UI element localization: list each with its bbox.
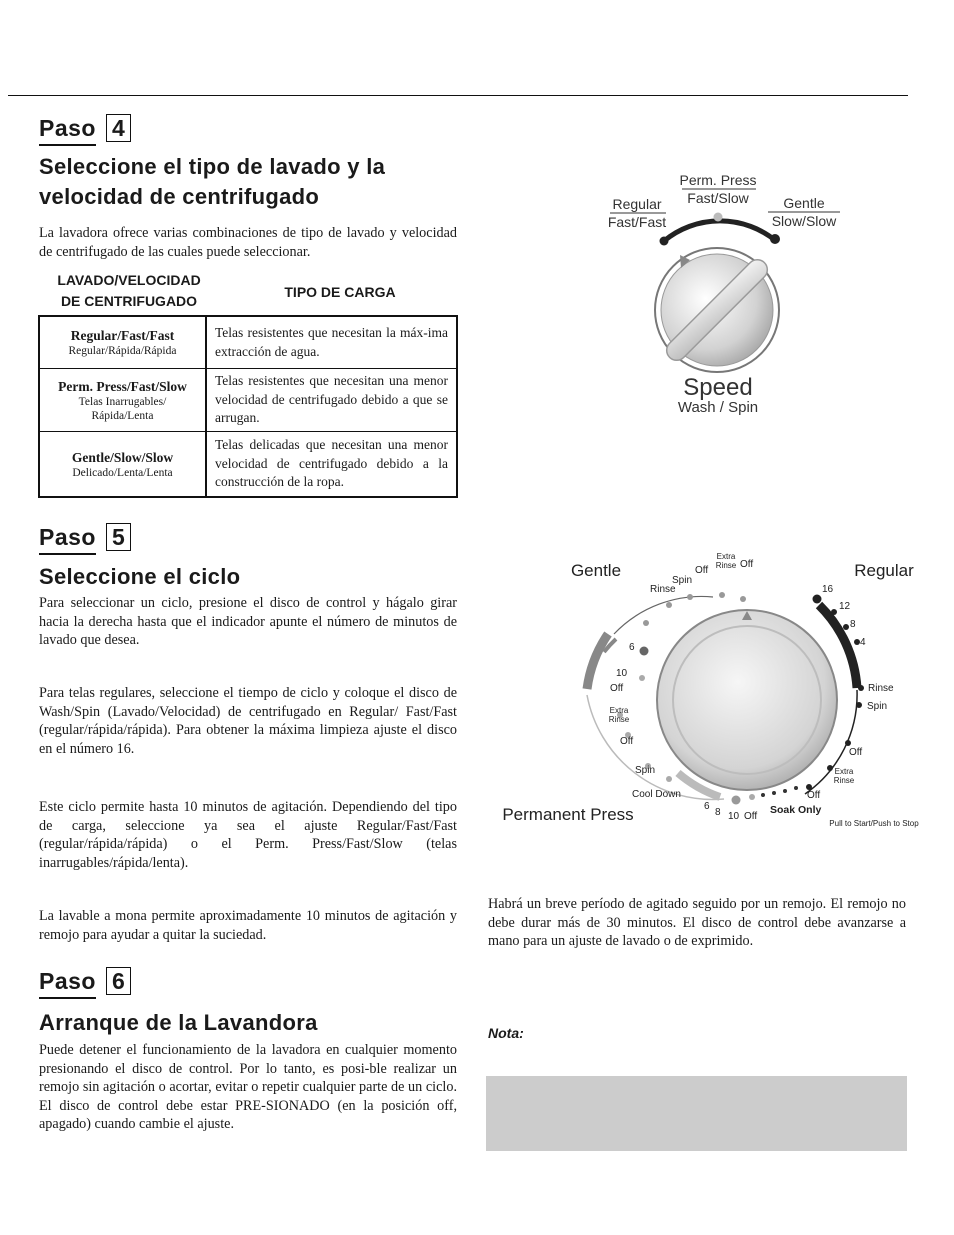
step4-title-line1: Seleccione el tipo de lavado y la — [39, 154, 386, 179]
label-off-perm: Off — [620, 736, 634, 747]
table-cell-load — [209, 369, 456, 431]
tick-gentle-6 — [643, 620, 649, 626]
tick-soak-4 — [794, 786, 798, 790]
cycle-permanent-press-label: Permanent Press — [502, 805, 634, 824]
step4-number: 4 — [106, 114, 131, 142]
setting-translation: Regular/Rápida/Rápida — [68, 345, 177, 357]
note-label: Nota: — [488, 1025, 524, 1041]
label-extra-top: Extra — [716, 552, 736, 561]
label-6-perm: 6 — [704, 801, 710, 812]
tick-soak-2 — [772, 791, 776, 795]
table-cell-setting — [40, 317, 207, 368]
step5-paragraph-3: Este ciclo permite hasta 10 minutos de agitación. Dependiendo del tipo de carga, seleccione ya sea el ajuste Regular/Fast/Fast (regular/rápida/rápida) o el Perm. Press/Fast/Slow (telas inarrugables/rápida/lenta). — [39, 799, 457, 871]
tick-gentle-spin — [687, 594, 693, 600]
label-10-gentle: 10 — [616, 668, 628, 679]
step4-title — [39, 152, 469, 212]
tick-gentle-off2 — [639, 675, 645, 681]
tick-8 — [843, 624, 849, 630]
step4-label: Paso — [39, 115, 96, 146]
speed-dot-gentle — [770, 234, 780, 244]
speed-dial-subtitle: Wash / Spin — [677, 399, 759, 416]
load-description: Telas resistentes que necesitan la máx-ima extracción de agua. — [215, 325, 448, 359]
label-spin-gentle: Spin — [672, 575, 693, 586]
setting-name: Regular/Fast/Fast — [70, 328, 175, 343]
label-rinse-gentle: Rinse — [650, 584, 676, 595]
load-description: Telas resistentes que necesitan una menor velocidad de centrifugado debido a que se arrugan. — [215, 373, 448, 426]
speed-arc — [664, 221, 776, 241]
table-row — [40, 317, 456, 369]
table-col1-header-line2: DE CENTRIFUGADO — [60, 293, 198, 309]
table-cell-load — [209, 432, 456, 496]
speed-gentle-speeds: Slow/Slow — [771, 213, 837, 229]
label-6-gentle: 6 — [629, 642, 635, 653]
step5-label: Paso — [39, 524, 96, 555]
label-off-gentle: Off — [695, 565, 709, 576]
setting-translation: Delicado/Lenta/Lenta — [72, 466, 173, 479]
cycle-pull-push-label: Pull to Start/Push to Stop — [829, 819, 919, 828]
tick-extra-rinse-off — [740, 596, 746, 602]
tick-gentle-rinse — [666, 602, 672, 608]
step5-paragraph-1: Para seleccionar un ciclo, presione el disco de control y hágalo girar hacia la derecha hasta que el indicador apunte el número de minutos de lavado que desea. — [39, 595, 457, 649]
speed-dot-regular — [660, 237, 669, 246]
gentle-wash-arc — [587, 634, 608, 689]
tick-extra-rinse — [827, 765, 833, 771]
label-rinse-top: Rinse — [715, 561, 737, 570]
cycle-gentle-label: Gentle — [570, 561, 622, 580]
speed-regular-label: Regular — [612, 196, 662, 212]
setting-name: Gentle/Slow/Slow — [71, 449, 174, 465]
table-col2-header: TIPO DE CARGA — [284, 284, 396, 300]
label-10-perm: 10 — [728, 811, 740, 822]
speed-dot-perm — [714, 213, 723, 222]
table-row — [40, 369, 456, 432]
speed-perm-label: Perm. Press — [679, 172, 757, 188]
table-row — [40, 432, 456, 496]
tick-12 — [831, 609, 837, 615]
top-rule — [8, 95, 908, 96]
table-col1-header-line1: LAVADO/VELOCIDAD — [57, 272, 201, 288]
label-rinse-right-2: Rinse — [868, 683, 894, 694]
tick-perm-cool-down — [666, 776, 672, 782]
step6-header — [39, 967, 131, 999]
speed-regular-speeds: Fast/Fast — [607, 214, 667, 230]
label-16: 16 — [822, 584, 834, 595]
label-12: 12 — [839, 601, 851, 612]
label-8-perm: 8 — [715, 807, 721, 818]
step6-label: Paso — [39, 968, 96, 999]
tick-gentle-off — [719, 592, 725, 598]
tick-gentle-10 — [640, 647, 649, 656]
label-spin-right: Spin — [867, 701, 888, 712]
step5-header — [39, 523, 131, 555]
label-spin-perm: Spin — [635, 765, 656, 776]
step5-number: 5 — [106, 523, 131, 551]
table-cell-setting — [40, 432, 207, 496]
note-box — [486, 1076, 907, 1151]
cycle-regular-label: Regular — [854, 561, 914, 580]
label-off-right: Off — [849, 747, 863, 758]
speed-dial-title: Speed — [683, 374, 753, 401]
speed-dial-illustration — [580, 165, 870, 425]
label-8: 8 — [850, 619, 856, 630]
table-cell-setting — [40, 369, 207, 431]
wash-spin-table — [38, 315, 458, 498]
step5-paragraph-2: Para telas regulares, seleccione el tiempo de ciclo y coloque el disco de Wash/Spin (Lavado/Velocidad) de centrifugado en Regular/ Fast/Fast (regular/rápida/rápida). Para obtener la máxima limpieza ajuste el disco en el número 16. — [39, 685, 457, 757]
tick-off — [845, 740, 851, 746]
soak-paragraph: Habrá un breve período de agitado seguido por un remojo. El remojo no debe durar más de 30 minutos. El disco de control debe avanzarse a mano para un ajuste de lavado o de exprimido. — [488, 896, 906, 950]
label-rinse-left: Rinse — [608, 715, 630, 724]
step4-intro: La lavadora ofrece varias combinaciones de tipo de lavado y velocidad de centrifugado de las cuales puede seleccionar. — [39, 225, 457, 260]
tick-16 — [813, 595, 822, 604]
step5-paragraph-4: La lavable a mona permite aproximadamente 10 minutos de agitación y remojo para ayudar a quitar la suciedad. — [39, 908, 457, 943]
step6-body: Puede detener el funcionamiento de la lavadora en cualquier momento presionando el disco de control. Por lo tanto, es posi-ble realizar un remojo sin agitación o acortar, evitar o repetir cualquier parte de un ciclo. El disco de control debe estar PRE-SIONADO (en la posición off, apagado) cuando cambie el ajuste. — [39, 1042, 457, 1133]
setting-name: Perm. Press/Fast/Slow — [58, 378, 187, 394]
tick-spin — [856, 702, 862, 708]
label-soak-only: Soak Only — [770, 804, 822, 816]
speed-gentle-label: Gentle — [783, 195, 825, 211]
cycle-dial-illustration — [480, 545, 930, 835]
label-cool-down: Cool Down — [632, 789, 681, 800]
load-description: Telas delicadas que necesitan una menor velocidad de centrifugado debido a la construcción de la ropa. — [215, 437, 448, 490]
step6-title: Arranque de la Lavandora — [39, 1010, 318, 1035]
label-off-top: Off — [740, 559, 754, 570]
tick-perm-off2 — [749, 794, 755, 800]
label-off-gentle-2: Off — [610, 683, 624, 694]
tick-rinse — [858, 685, 864, 691]
tick-soak-3 — [783, 789, 787, 793]
label-4: 4 — [860, 637, 866, 648]
step5-title: Seleccione el ciclo — [39, 564, 241, 589]
tick-soak-1 — [761, 793, 765, 797]
label-rinse-right: Rinse — [833, 776, 855, 785]
table-cell-load — [209, 317, 456, 368]
step6-number: 6 — [106, 967, 131, 995]
step4-title-line2: velocidad de centrifugado — [39, 184, 320, 209]
label-extra-left: Extra — [609, 706, 629, 715]
step4-header — [39, 114, 131, 146]
cycle-knob[interactable] — [657, 610, 837, 790]
speed-perm-speeds: Fast/Slow — [687, 190, 749, 206]
label-off-perm-2: Off — [744, 811, 758, 822]
table-col1-header — [38, 270, 220, 312]
label-off-bottom-right: Off — [807, 790, 821, 801]
label-extra-right: Extra — [834, 767, 854, 776]
tick-perm-10 — [732, 796, 741, 805]
setting-translation: Telas Inarrugables/ Rápida/Lenta — [78, 395, 167, 422]
